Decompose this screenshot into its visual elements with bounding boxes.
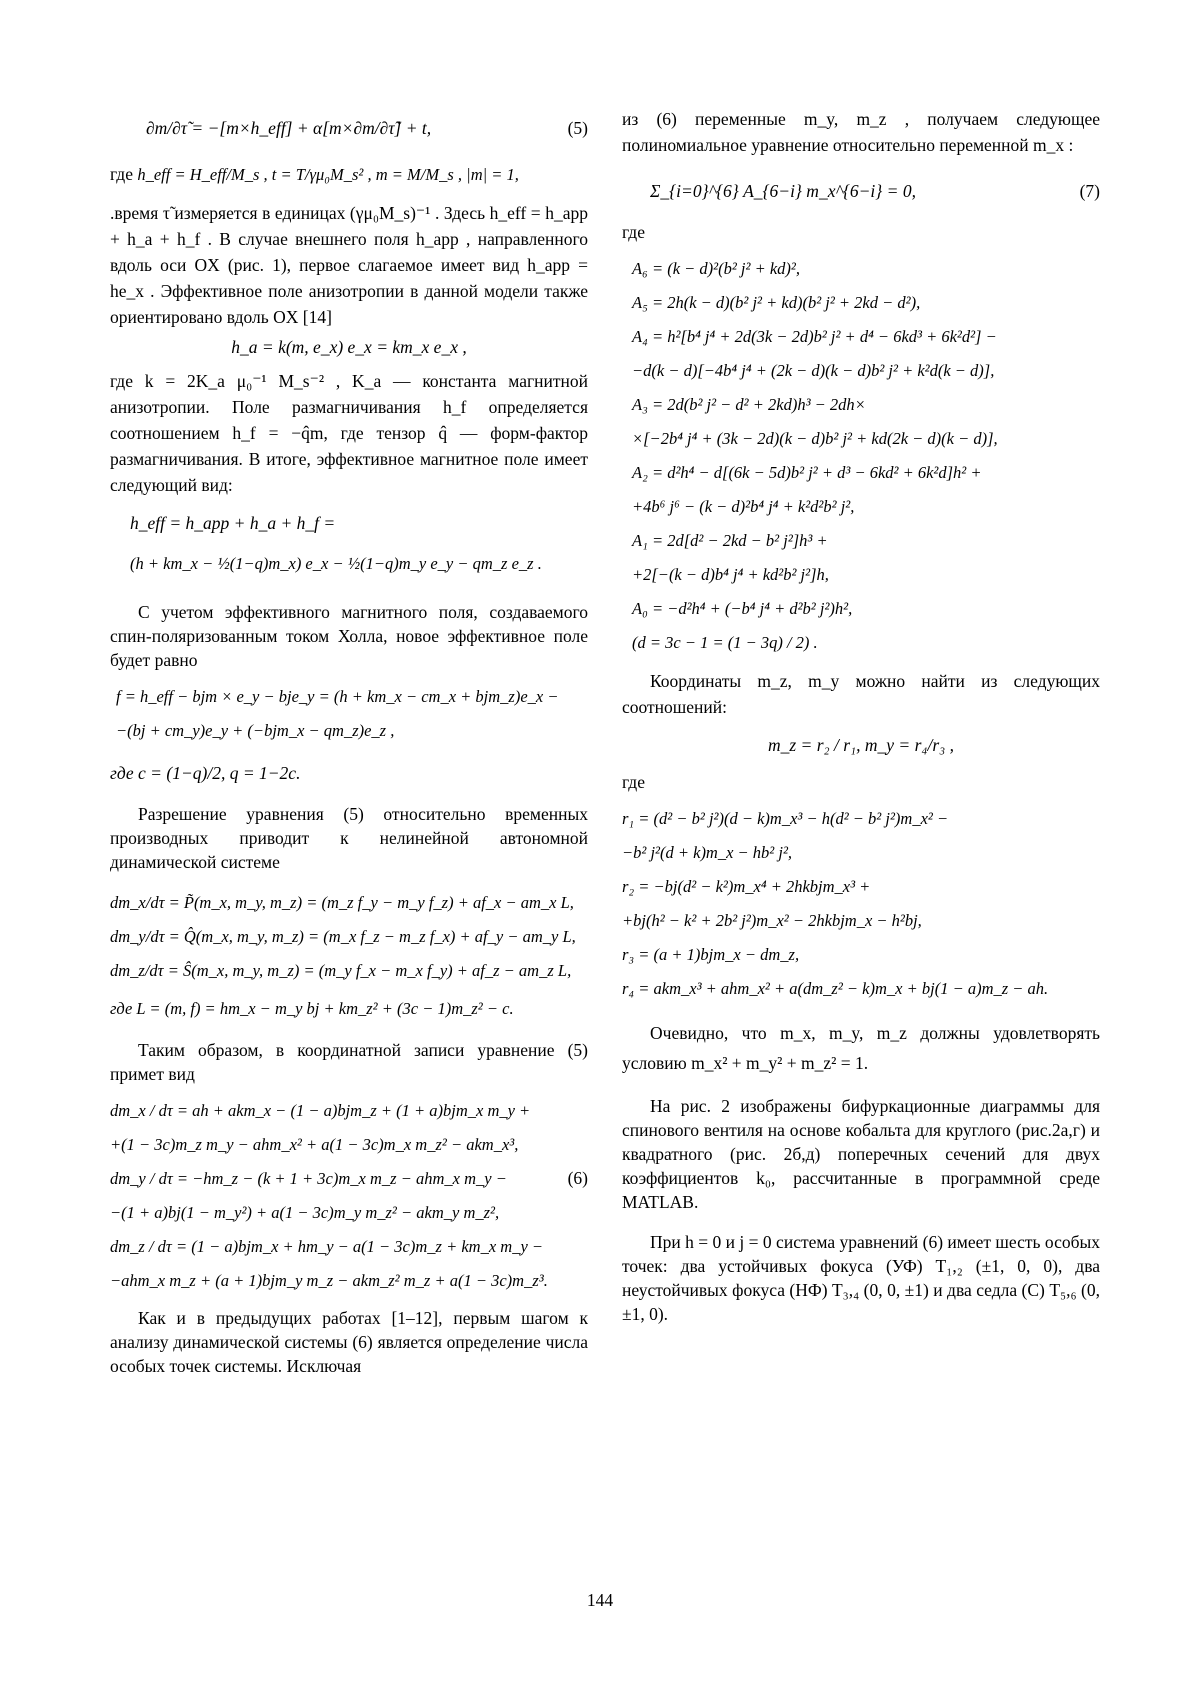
equation-L: где L = (m, f) = hm_x − m_y bj + km_z² + (3c − 1)m_z² − c. xyxy=(110,992,588,1026)
paragraph-six-points: При h = 0 и j = 0 система уравнений (6) имеет шесть особых точек: два устойчивых фокуса (УФ) T₁,₂ (±1, 0, 0), два неустойчивых фокуса (НФ) T₃,₄ (0, 0, ±1) и два седла (С) T₅,₆ (0, ±1, 0). xyxy=(622,1230,1100,1326)
equation-6-block xyxy=(110,1094,588,1298)
equation-7-text: Σ_{i=0}^{6} A_{6−i} m_x^{6−i} = 0, xyxy=(650,181,916,201)
paragraph-singular-points: Как и в предыдущих работах [1–12], первым шагом к анализу динамической системы (6) является определение числа особых точек системы. Исключая xyxy=(110,1306,588,1378)
equation-6-number: (6) xyxy=(568,1166,588,1190)
r-line: r₁ = (d² − b² j²)(d − k)m_x³ − h(d² − b² j²)m_x² − xyxy=(622,802,1100,836)
coefficient-line: A₁ = 2d[d² − 2kd − b² j²]h³ + xyxy=(622,524,1100,558)
r-line: r₄ = akm_x³ + ahm_x² + a(dm_z² − k)m_x + bj(1 − a)m_z − ah. xyxy=(622,972,1100,1006)
equation-6-line: −(1 + a)bj(1 − m_y²) + a(1 − 3c)m_y m_z² − akm_y m_z², xyxy=(110,1196,588,1230)
coefficient-line: A₃ = 2d(b² j² − d² + 2kd)h³ − 2dh× xyxy=(622,388,1100,422)
coefficient-line: +4b⁶ j⁶ − (k − d)²b⁴ j⁴ + k²d²b² j², xyxy=(622,490,1100,524)
coefficient-list xyxy=(622,252,1100,660)
coefficient-line: ×[−2b⁴ j⁴ + (3k − 2d)(k − d)b² j² + kd(2k − d)(k − d)], xyxy=(622,422,1100,456)
paragraph-hall-current: С учетом эффективного магнитного поля, создаваемого спин-поляризованным током Холла, новое эффективное поле будет равно xyxy=(110,600,588,672)
page-number: 144 xyxy=(0,1588,1200,1612)
where-label-2: где xyxy=(622,770,1100,794)
r-coefficient-list xyxy=(622,802,1100,1006)
definitions-line xyxy=(110,158,588,192)
equation-6-line: dm_z / dτ = (1 − a)bjm_x + hm_y − a(1 − 3c)m_z + km_x m_y − xyxy=(110,1230,588,1264)
coefficient-line: (d = 3c − 1 = (1 − 3q) / 2) . xyxy=(622,626,1100,660)
r-line: −b² j²(d + k)m_x − hb² j², xyxy=(622,836,1100,870)
equation-6-line: +(1 − 3c)m_z m_y − ahm_x² + a(1 − 3c)m_x m_z² − akm_x³, xyxy=(110,1128,588,1162)
paragraph-coordinate-form: Таким образом, в координатной записи уравнение (5) примет вид xyxy=(110,1038,588,1086)
equation-7 xyxy=(622,166,1100,216)
right-column xyxy=(622,106,1100,1326)
system-line-3: dm_z/dτ = Ŝ(m_x, m_y, m_z) = (m_y f_x − m_x f_y) + af_z − am_z L, xyxy=(110,954,588,988)
coefficient-line: A₀ = −d²h⁴ + (−b⁴ j⁴ + d²b² j²)h², xyxy=(622,592,1100,626)
paragraph-coordinates: Координаты m_z, m_y можно найти из следующих соотношений: xyxy=(622,668,1100,720)
equation-6-line: dm_y / dτ = −hm_z − (k + 1 + 3c)m_x m_z − ahm_x m_y − xyxy=(110,1162,588,1196)
equation-5-text: ∂m/∂τ̃ = −[m×h_eff] + α[m×∂m/∂τ̃] + t, xyxy=(146,118,431,138)
paragraph-resolution: Разрешение уравнения (5) относительно временных производных приводит к нелинейной автономной динамической системе xyxy=(110,802,588,874)
where-label-1: где xyxy=(622,220,1100,244)
coefficient-line: A₂ = d²h⁴ − d[(6k − 5d)b² j² + d³ − 6kd² + 6k²d]h² + xyxy=(622,456,1100,490)
equation-c: где c = (1−q)/2, q = 1−2c. xyxy=(110,756,588,790)
r-line: r₂ = −bj(d² − k²)m_x⁴ + 2hkbjm_x³ + xyxy=(622,870,1100,904)
equation-mz-my: m_z = r₂ / r₁, m_y = r₄/r₃ , xyxy=(622,728,1100,762)
paragraph-time-units: .время τ̃ измеряется в единицах (γμ₀M_s)⁻¹ . Здесь h_eff = h_app + h_a + h_f . В случае внешнего поля h_app , направленного вдоль оси OX (рис. 1), первое слагаемое имеет вид h_app = he_x . Эффективное поле анизотропии в данной модели также ориентировано вдоль OX [14] xyxy=(110,200,588,330)
system-line-2: dm_y/dτ = Q̂(m_x, m_y, m_z) = (m_x f_z − m_z f_x) + af_y − am_y L, xyxy=(110,920,588,954)
coefficient-line: −d(k − d)[−4b⁴ j⁴ + (2k − d)(k − d)b² j² + k²d(k − d)], xyxy=(622,354,1100,388)
equation-7-number: (7) xyxy=(1080,166,1100,216)
equation-5 xyxy=(110,106,588,150)
paragraph-anisotropy: где k = 2K_a μ₀⁻¹ M_s⁻² , K_a — константа магнитной анизотропии. Поле размагничивания h_f определяется соотношением h_f = −q̂m, где тензор q̂ — форм-фактор размагничивания. В итоге, эффективное магнитное поле имеет следующий вид: xyxy=(110,368,588,498)
paragraph-bifurcation: На рис. 2 изображены бифуркационные диаграммы для спинового вентиля на основе кобальта для круглого (рис.2а,г) и квадратного (рис. 2б,д) поперечных сечений для двух коэффициентов k₀, рассчитанные в программной среде MATLAB. xyxy=(622,1094,1100,1214)
equation-heff-line1: h_eff = h_app + h_a + h_f = xyxy=(110,506,588,540)
coefficient-line: A₅ = 2h(k − d)(b² j² + kd)(b² j² + 2kd − d²), xyxy=(622,286,1100,320)
equation-6-line: dm_x / dτ = ah + akm_x − (1 − a)bjm_z + (1 + a)bjm_x m_y + xyxy=(110,1094,588,1128)
equation-f-line1: f = h_eff − bjm × e_y − bje_y = (h + km_x − cm_x + bjm_z)e_x − xyxy=(110,680,588,714)
paragraph-normalization: Очевидно, что m_x, m_y, m_z должны удовлетворять условию m_x² + m_y² + m_z² = 1. xyxy=(622,1018,1100,1078)
equation-ha: h_a = k(m, e_x) e_x = km_x e_x , xyxy=(110,330,588,364)
equation-6-line: −ahm_x m_z + (a + 1)bjm_y m_z − akm_z² m_z + a(1 − 3c)m_z³. xyxy=(110,1264,588,1298)
coefficient-line: A₄ = h²[b⁴ j⁴ + 2d(3k − 2d)b² j² + d⁴ − 6kd³ + 6k²d²] − xyxy=(622,320,1100,354)
coefficient-line: +2[−(k − d)b⁴ j⁴ + kd²b² j²]h, xyxy=(622,558,1100,592)
paragraph-polynomial-intro: из (6) переменные m_y, m_z , получаем следующее полиномиальное уравнение относительно переменной m_x : xyxy=(622,106,1100,158)
definitions-formulas: h_eff = H_eff/M_s , t = T/γμ₀M_s² , m = M/M_s , |m| = 1, xyxy=(137,165,519,184)
equation-f-line2: −(bj + cm_y)e_y + (−bjm_x − qm_z)e_z , xyxy=(110,714,588,748)
system-line-1: dm_x/dτ = P̃(m_x, m_y, m_z) = (m_z f_y − m_y f_z) + af_x − am_x L, xyxy=(110,886,588,920)
coefficient-line: A₆ = (k − d)²(b² j² + kd)², xyxy=(622,252,1100,286)
definitions-where: где xyxy=(110,164,133,184)
r-line: +bj(h² − k² + 2b² j²)m_x² − 2hkbjm_x − h²bj, xyxy=(622,904,1100,938)
equation-heff-line2: (h + km_x − ½(1−q)m_x) e_x − ½(1−q)m_y e_y − qm_z e_z . xyxy=(110,540,588,588)
left-column xyxy=(110,106,588,1378)
equation-5-number: (5) xyxy=(568,106,588,150)
r-line: r₃ = (a + 1)bjm_x − dm_z, xyxy=(622,938,1100,972)
